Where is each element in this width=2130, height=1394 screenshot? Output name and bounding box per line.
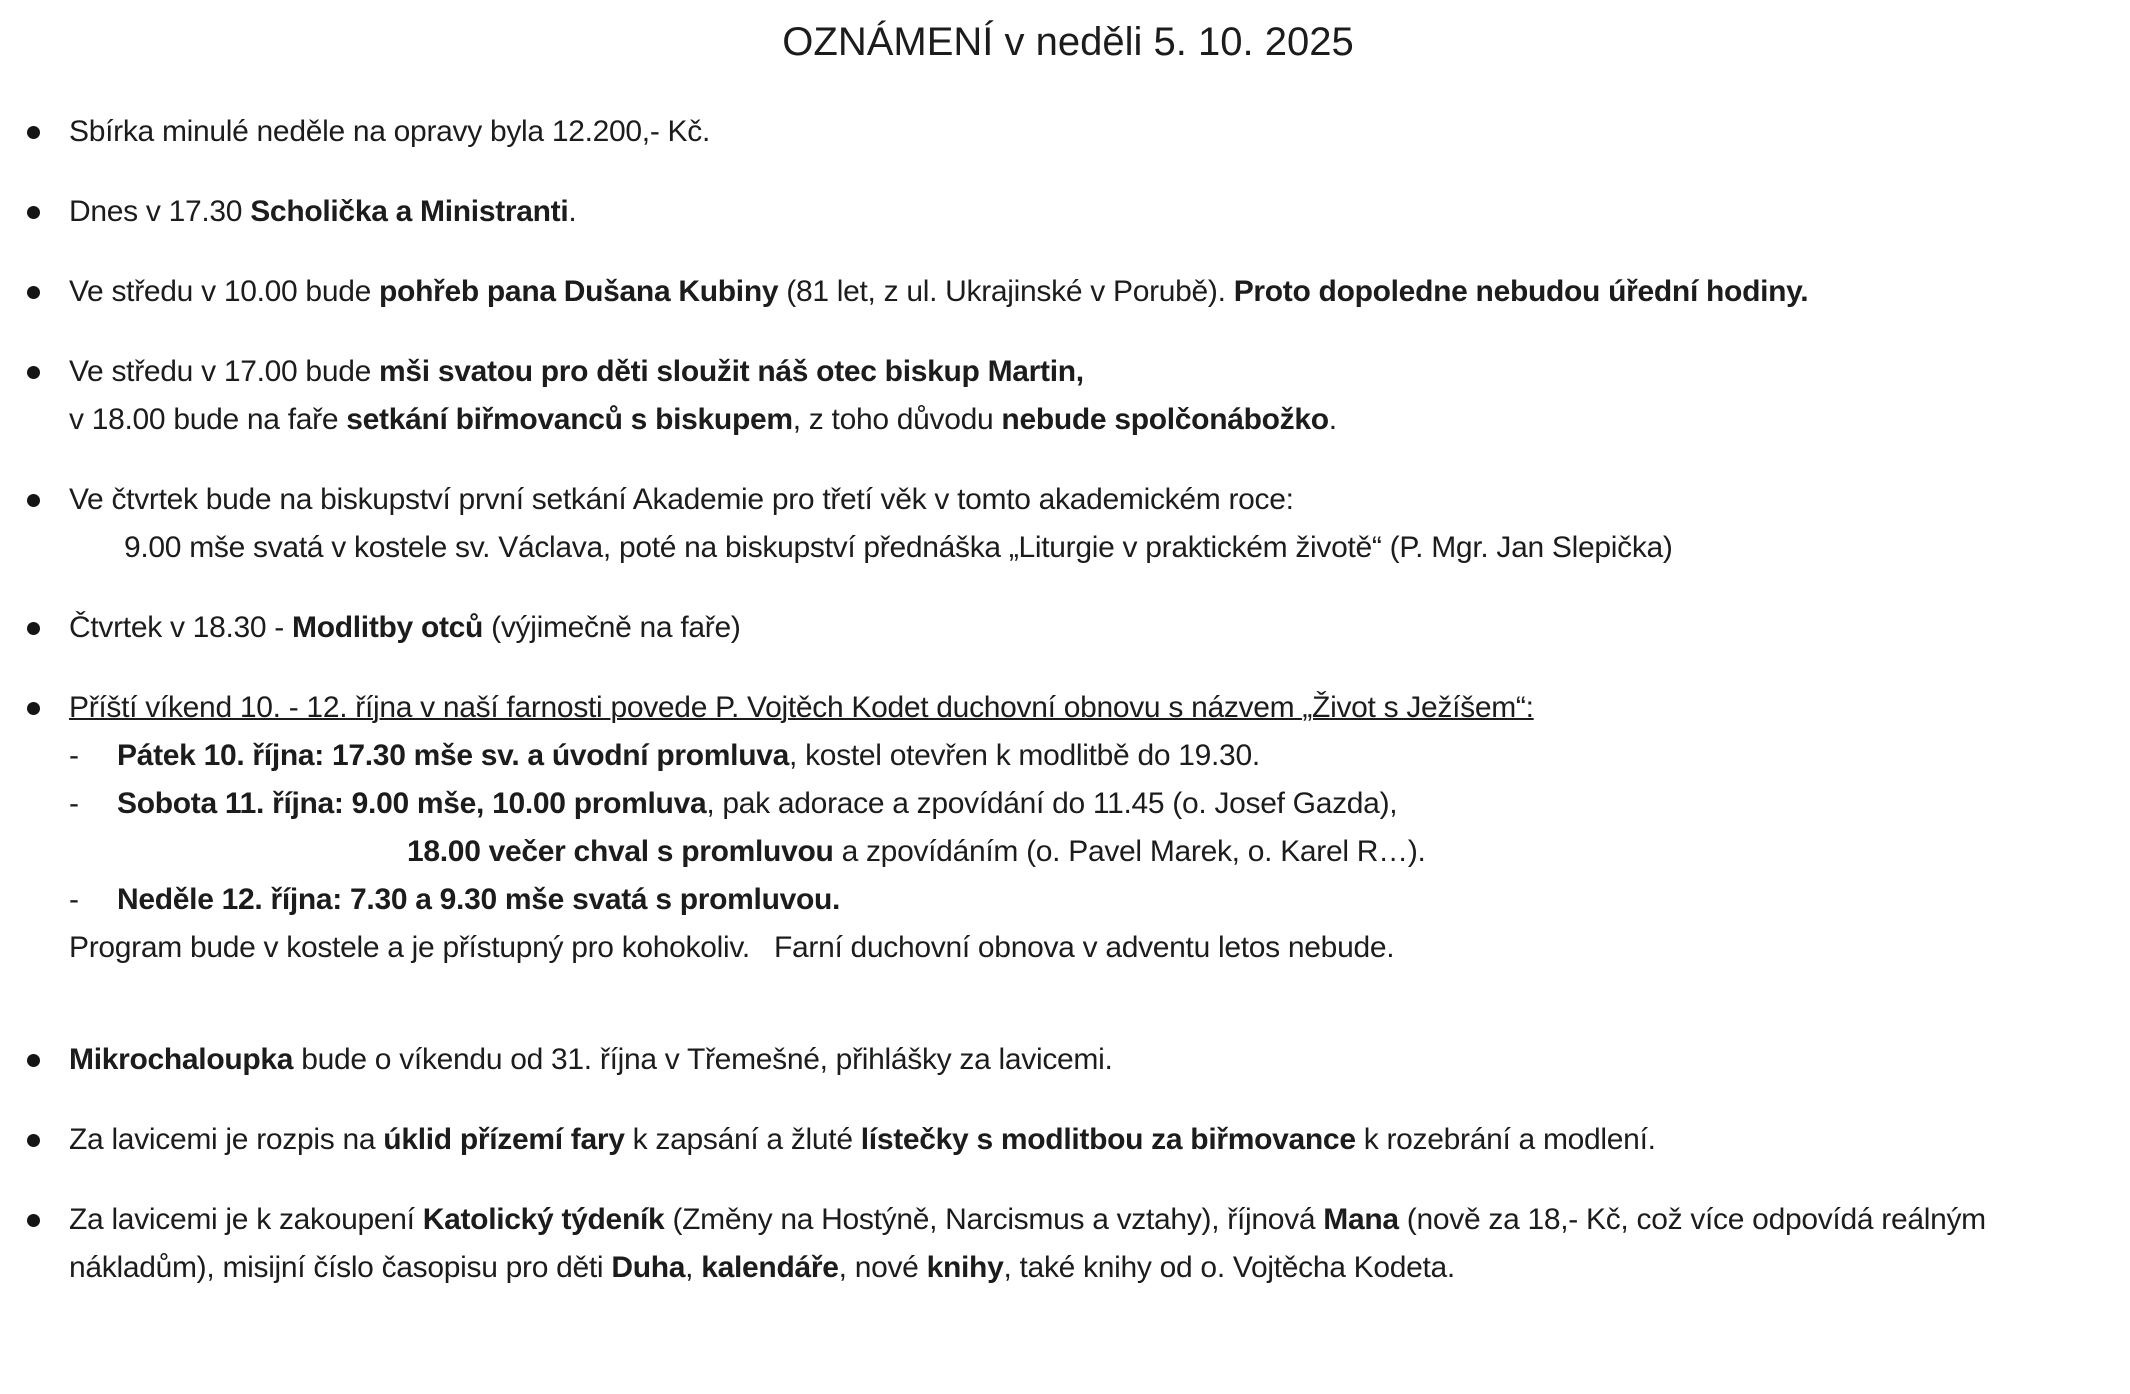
dash-icon: - [69, 739, 79, 772]
text-segment: Ve středu v 17.00 bude [69, 355, 380, 388]
announcement-item [20, 348, 2116, 444]
item-line [69, 268, 2116, 316]
item-content [69, 476, 2116, 572]
item-line [69, 396, 2116, 444]
text-segment: Ve středu v 10.00 bude [69, 275, 380, 308]
item-content [69, 1036, 2116, 1084]
item-content [69, 348, 2116, 444]
text-segment: Sbírka minulé neděle na opravy byla 12.200,- Kč. [69, 115, 710, 148]
announcement-item [20, 684, 2116, 972]
text-segment: (Změny na Hostýně, Narcismus a vztahy), říjnová [672, 1203, 1324, 1236]
text-segment: Proto dopoledne nebudou úřední hodiny. [1233, 275, 1809, 308]
text-segment: Modlitby otců [292, 611, 492, 644]
text-segment: Ve čtvrtek bude na biskupství první setkání Akademie pro třetí věk v tomto akademickém roce: [69, 483, 1294, 516]
bullet-icon [27, 286, 40, 299]
text-segment: Duha [611, 1251, 686, 1284]
item-line [69, 1036, 2116, 1084]
text-segment: (výjimečně na faře) [491, 611, 741, 644]
text-segment: , také knihy od o. Vojtěcha Kodeta. [1003, 1251, 1455, 1284]
item-content [69, 108, 2116, 156]
text-segment: Pátek 10. října: 17.30 mše sv. a úvodní promluva [117, 739, 790, 772]
text-segment: knihy [926, 1251, 1004, 1284]
text-segment: k zapsání a žluté [632, 1123, 861, 1156]
text-segment: 9.00 mše svatá v kostele sv. Václava, poté na biskupství přednáška „Liturgie v praktickém životě“ (P. Mgr. Jan Slepička) [124, 531, 1673, 564]
text-segment: bude o víkendu od 31. října v Třemešné, přihlášky za lavicemi. [301, 1043, 1113, 1076]
bullet-icon [27, 702, 40, 715]
text-segment: (nově za 18,- Kč, což více odpovídá reálným nákladům), misijní číslo časopisu pro děti [69, 1203, 1994, 1284]
item-line [69, 524, 2116, 572]
item-content [69, 188, 2116, 236]
item-content [69, 684, 2116, 972]
item-content [69, 1196, 2116, 1292]
text-segment: Za lavicemi je k zakoupení [69, 1203, 423, 1236]
text-segment: , [685, 1251, 702, 1284]
announcement-item [20, 108, 2116, 156]
text-segment: . [1328, 403, 1337, 436]
retreat-footer-line [69, 924, 2116, 972]
bullet-icon [27, 622, 40, 635]
text-segment: . [568, 195, 577, 228]
text-segment: kalendáře [701, 1251, 839, 1284]
text-segment: nebude spolčonábožko [1001, 403, 1329, 436]
bullet-icon [27, 1054, 40, 1067]
announcement-list [20, 108, 2116, 1292]
bullet-icon [27, 1134, 40, 1147]
text-segment: , kostel otevřen k modlitbě do 19.30. [789, 739, 1260, 772]
item-line [69, 476, 2116, 524]
announcement-item [20, 1196, 2116, 1292]
item-content [69, 604, 2116, 652]
item-content [69, 1116, 2116, 1164]
text-segment: , z toho důvodu [792, 403, 1002, 436]
dash-icon: - [69, 883, 79, 916]
item-line [69, 604, 2116, 652]
text-segment: Za lavicemi je rozpis na [69, 1123, 384, 1156]
text-segment: Mikrochaloupka [69, 1043, 302, 1076]
text-segment: mši svatou pro děti sloužit náš otec biskup Martin, [379, 355, 1084, 388]
text-segment: pohřeb pana Dušana Kubiny [379, 275, 787, 308]
text-segment: Scholička a Ministranti [250, 195, 569, 228]
announcement-item [20, 604, 2116, 652]
item-line [69, 1116, 2116, 1164]
item-line [69, 348, 2116, 396]
page-title: OZNÁMENÍ v neděli 5. 10. 2025 [782, 20, 1354, 64]
text-segment: setkání biřmovanců s biskupem [346, 403, 793, 436]
item-line [117, 876, 2116, 924]
text-segment: Čtvrtek v 18.30 - [69, 611, 293, 644]
bullet-icon [27, 126, 40, 139]
retreat-continuation-line [69, 828, 2116, 876]
announcement-item [20, 1036, 2116, 1084]
item-line [69, 1196, 2116, 1292]
item-line [69, 108, 2116, 156]
retreat-heading [69, 684, 2116, 732]
text-segment: Příští víkend 10. - 12. října v naší farnosti povede P. Vojtěch Kodet duchovní obnovu s názvem „Život s Ježíšem“: [69, 691, 1534, 724]
announcement-item [20, 268, 2116, 316]
item-line [69, 188, 2116, 236]
retreat-sub-item [69, 876, 2116, 924]
text-segment: v 18.00 bude na faře [69, 403, 347, 436]
bullet-icon [27, 206, 40, 219]
text-segment: Katolický týdeník [422, 1203, 673, 1236]
bullet-icon [27, 494, 40, 507]
text-segment: a zpovídáním (o. Pavel Marek, o. Karel R…). [841, 835, 1426, 868]
text-segment: úklid přízemí fary [383, 1123, 633, 1156]
text-segment: Sobota 11. října: 9.00 mše, 10.00 promluva [117, 787, 707, 820]
text-segment: Mana [1323, 1203, 1407, 1236]
retreat-sub-item [69, 732, 2116, 780]
text-segment: (81 let, z ul. Ukrajinské v Porubě). [786, 275, 1234, 308]
bullet-icon [27, 1214, 40, 1227]
text-segment: lístečky s modlitbou za biřmovance [860, 1123, 1364, 1156]
text-segment: 18.00 večer chval s promluvou [407, 835, 842, 868]
text-segment: , pak adorace a zpovídání do 11.45 (o. Josef Gazda), [706, 787, 1398, 820]
dash-icon: - [69, 787, 79, 820]
text-segment: , nové [838, 1251, 927, 1284]
bullet-icon [27, 366, 40, 379]
text-segment: k rozebrání a modlení. [1363, 1123, 1656, 1156]
text-segment: Neděle 12. října: 7.30 a 9.30 mše svatá s promluvou. [117, 883, 841, 916]
item-content [69, 268, 2116, 316]
announcement-item [20, 1116, 2116, 1164]
announcement-item [20, 476, 2116, 572]
retreat-sub-item [69, 780, 2116, 828]
text-segment: Program bude v kostele a je přístupný pro kohokoliv. Farní duchovní obnova v adventu letos nebude. [69, 931, 1395, 964]
text-segment: Dnes v 17.30 [69, 195, 251, 228]
item-line [117, 732, 2116, 780]
item-line [117, 780, 2116, 828]
announcement-item [20, 188, 2116, 236]
